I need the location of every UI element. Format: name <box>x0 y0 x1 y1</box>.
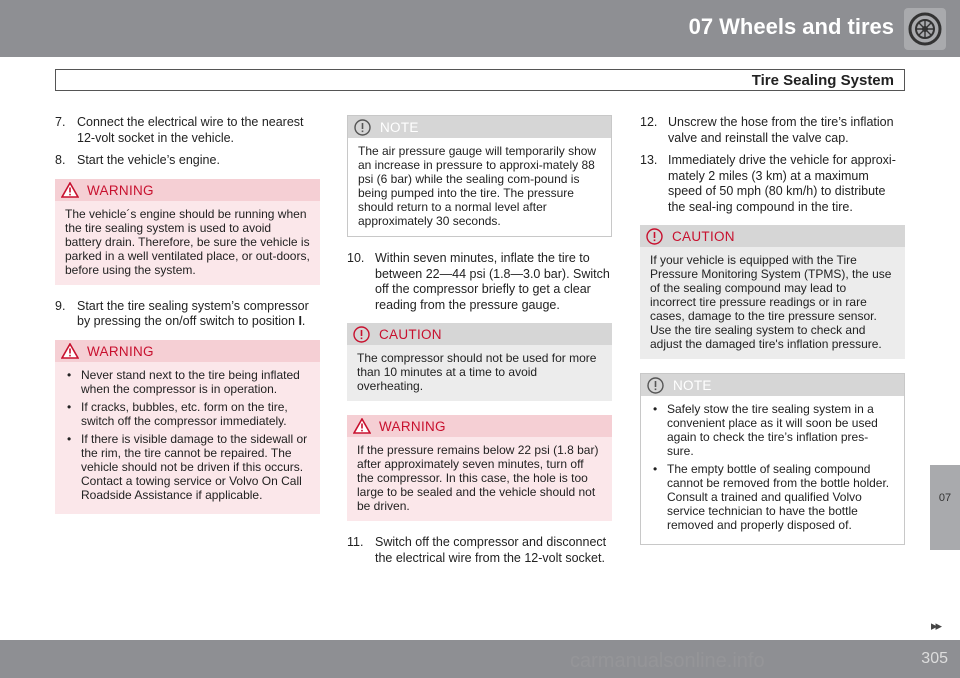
section-bar <box>55 69 905 91</box>
step-number: 11. <box>347 535 364 549</box>
side-tab-label: 07 <box>938 492 952 504</box>
bullet: • <box>67 367 72 382</box>
note-text <box>641 396 904 544</box>
step-number: 8. <box>55 153 66 167</box>
note-text: The air pressure gauge will temporarily show an increase in pressure to approxi-mately 88 psi (6 bar) while the sealing com-pound is being pumped into the tire. The pressure should return to a normal level after approximately 30 seconds. <box>348 138 611 236</box>
caution-text: The compressor should not be used for more than 10 minutes at a time to avoid overheating. <box>347 345 612 401</box>
warning-text: If the pressure remains below 22 psi (1.8 bar) after approximately seven minutes, turn off the compressor. In this case, the hole is too large to be sealed and the vehicle should not be driven. <box>347 437 612 521</box>
list-item <box>65 432 310 502</box>
column-left <box>55 115 320 528</box>
switch-position: I <box>298 314 302 328</box>
warning-triangle-icon <box>61 182 79 202</box>
note-header <box>641 374 904 396</box>
step-13 <box>640 153 905 215</box>
caution-icon <box>353 326 370 347</box>
caution-icon <box>646 228 663 249</box>
warning-box <box>55 179 320 285</box>
step-number: 10. <box>347 251 365 265</box>
step-text: Connect the electrical wire to the nearest 12-volt socket in the vehicle. <box>77 115 304 145</box>
watermark: carmanualsonline.info <box>570 650 765 672</box>
warning-box <box>347 415 612 521</box>
step-text: Start the vehicle’s engine. <box>77 153 220 167</box>
bullet: • <box>653 402 658 416</box>
page-number: 305 <box>921 650 948 667</box>
warning-box <box>55 340 320 514</box>
caution-box <box>347 323 612 401</box>
bullet: • <box>653 462 658 476</box>
note-box <box>347 115 612 237</box>
warning-header <box>55 340 320 362</box>
info-icon <box>354 119 371 140</box>
list-item <box>65 368 310 396</box>
caution-header <box>347 323 612 345</box>
step-text: Immediately drive the vehicle for approxi-mately 2 miles (3 km) at a maximum speed of 50 mph (80 km/h) to distribute the seal-ing compound in the tire. <box>668 153 896 214</box>
step-text: Switch off the compressor and disconnect the electrical wire from the 12-volt socket. <box>375 535 607 565</box>
list-item-text: The empty bottle of sealing compound cannot be removed from the bottle holder. Consult a trained and qualified Volvo service technician to have the bottle removed and properly disposed of. <box>667 462 890 532</box>
step-number: 13. <box>640 153 658 167</box>
step-11 <box>347 535 612 566</box>
list-item <box>65 400 310 428</box>
caution-label: CAUTION <box>379 327 442 342</box>
warning-triangle-icon <box>61 343 79 363</box>
next-page-arrows: ▸▸ <box>930 618 940 633</box>
list-item-text: Safely stow the tire sealing system in a convenient place as it will soon be used again to check the tire’s inflation pres-sure. <box>667 402 878 458</box>
step-7 <box>55 115 320 146</box>
step-8 <box>55 153 320 169</box>
step-10 <box>347 251 612 313</box>
step-12 <box>640 115 905 146</box>
step-number: 9. <box>55 298 66 313</box>
step-9 <box>55 299 320 330</box>
note-label: NOTE <box>380 120 419 135</box>
warning-header <box>347 415 612 437</box>
page-header <box>0 0 960 57</box>
list-item-text: Never stand next to the tire being inflated when the compressor is in operation. <box>81 367 300 396</box>
list-item-text: If there is visible damage to the sidewall or the rim, the tire cannot be repaired. The vehicle should not be driven if this occurs. Contact a towing service or Volvo On Call Roadside Assistance if applicable. <box>81 431 308 502</box>
note-label: NOTE <box>673 378 712 393</box>
step-text: Within seven minutes, inflate the tire to between 22—44 psi (1.8—3.0 bar). Switch off the compressor briefly to get a clear reading from the pressure gauge. <box>375 251 610 312</box>
step-end: . <box>301 314 306 328</box>
warning-triangle-icon <box>353 418 371 438</box>
warning-text <box>55 362 320 514</box>
caution-label: CAUTION <box>672 229 735 244</box>
step-number: 7. <box>55 115 66 129</box>
step-text: Unscrew the hose from the tire’s inflation valve and reinstall the valve cap. <box>668 115 894 145</box>
column-middle <box>347 115 612 573</box>
warning-label: WARNING <box>87 343 154 359</box>
note-box <box>640 373 905 545</box>
chapter-title: 07 Wheels and tires <box>688 14 894 39</box>
caution-text: If your vehicle is equipped with the Tire Pressure Monitoring System (TPMS), the use of the sealing compound may lead to incorrect tire pressure readings or in rare cases, damage to the tire pressure sensor. Use the tire sealing system to check and adjust the damaged tire's inflation pressure. <box>640 247 905 359</box>
step-number: 12. <box>640 115 658 129</box>
warning-header <box>55 179 320 201</box>
column-right <box>640 115 905 559</box>
note-header <box>348 116 611 138</box>
list-item <box>651 462 894 532</box>
list-item-text: If cracks, bubbles, etc. form on the tire, switch off the compressor immediately. <box>81 399 288 428</box>
page-footer <box>0 640 960 678</box>
step-text: Start the tire sealing system’s compressor by pressing the on/off switch to position <box>77 298 309 328</box>
chapter-side-tab[interactable] <box>930 465 960 550</box>
caution-header <box>640 225 905 247</box>
bullet: • <box>67 431 72 446</box>
info-icon <box>647 377 664 398</box>
warning-text: The vehicle´s engine should be running when the tire sealing system is used to avoid battery drain. Therefore, be sure the vehicle is parked in a well ventilated place, or out-doors, before using the system. <box>55 201 320 285</box>
wheel-icon <box>904 8 946 50</box>
warning-label: WARNING <box>379 419 446 434</box>
list-item <box>651 402 894 458</box>
bullet: • <box>67 399 72 414</box>
warning-label: WARNING <box>87 182 154 198</box>
section-title: Tire Sealing System <box>751 72 894 89</box>
caution-box <box>640 225 905 359</box>
